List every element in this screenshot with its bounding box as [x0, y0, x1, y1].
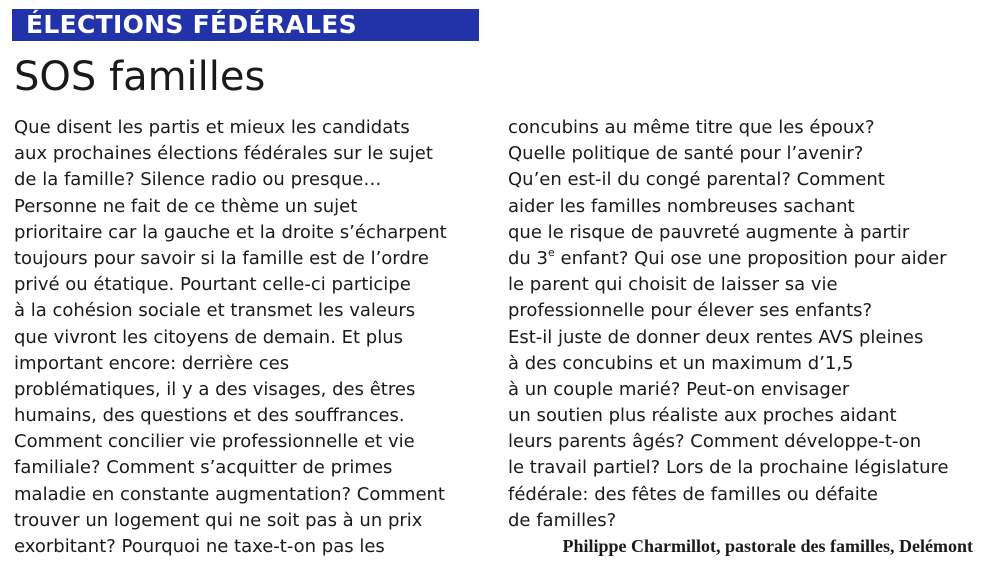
- article-line: Personne ne fait de ce thème un sujet: [14, 195, 358, 217]
- article-line: problématiques, il y a des visages, des êtres: [14, 378, 416, 400]
- article-line: familiale? Comment s’acquitter de primes: [14, 457, 393, 479]
- article-line: Quelle politique de santé pour l’avenir?: [508, 143, 864, 165]
- section-kicker: ÉLECTIONS FÉDÉRALES: [12, 9, 479, 41]
- article-line: de la famille? Silence radio ou presque…: [14, 169, 382, 191]
- article-headline: SOS familles: [14, 54, 266, 100]
- article-body-left-column: [14, 115, 484, 560]
- article-line: toujours pour savoir si la famille est de l’ordre: [14, 247, 429, 269]
- article-line: à des concubins et un maximum d’1,5: [508, 352, 854, 374]
- author-signature: Philippe Charmillot, pastorale des familles, Delémont: [562, 536, 973, 556]
- article-line: à un couple marié? Peut-on envisager: [508, 378, 850, 400]
- ordinal-superscript: e: [548, 245, 555, 259]
- article-body-right-column: [508, 115, 974, 534]
- article-line: Que disent les partis et mieux les candidats: [14, 117, 410, 138]
- article-line: à la cohésion sociale et transmet les valeurs: [14, 300, 416, 322]
- article-line: de familles?: [508, 509, 617, 531]
- article-line: professionnelle pour élever ses enfants?: [508, 300, 873, 322]
- article-line: fédérale: des fêtes de familles ou défaite: [508, 483, 878, 505]
- article-line: concubins au même titre que les époux?: [508, 117, 875, 138]
- article-line: [508, 246, 974, 272]
- article-line: aider les familles nombreuses sachant: [508, 195, 855, 217]
- article-line: trouver un logement qui ne soit pas à un prix: [14, 509, 423, 531]
- article-line: important encore: derrière ces: [14, 352, 290, 374]
- article-line: le travail partiel? Lors de la prochaine législature: [508, 457, 949, 479]
- article-line: Est-il juste de donner deux rentes AVS pleines: [508, 326, 924, 348]
- article-line: un soutien plus réaliste aux proches aidant: [508, 405, 897, 427]
- article-line: que le risque de pauvreté augmente à partir: [508, 221, 910, 243]
- article-line-text: du 3: [508, 247, 549, 269]
- article-line: exorbitant? Pourquoi ne taxe-t-on pas les: [14, 536, 385, 557]
- article-line: leurs parents âgés? Comment développe-t-on: [508, 431, 922, 453]
- article-line: maladie en constante augmentation? Comment: [14, 483, 445, 505]
- article-line: aux prochaines élections fédérales sur le sujet: [14, 143, 433, 165]
- article-line: humains, des questions et des souffrances.: [14, 405, 405, 427]
- article-line: prioritaire car la gauche et la droite s’écharpent: [14, 221, 447, 243]
- article-line: Comment concilier vie professionnelle et vie: [14, 431, 415, 453]
- article-line-text: enfant? Qui ose une proposition pour aider: [554, 247, 947, 269]
- article-line: privé ou étatique. Pourtant celle-ci participe: [14, 274, 411, 296]
- article-line: que vivront les citoyens de demain. Et plus: [14, 326, 404, 348]
- article-line: Qu’en est-il du congé parental? Comment: [508, 169, 885, 191]
- article-line: le parent qui choisit de laisser sa vie: [508, 274, 838, 296]
